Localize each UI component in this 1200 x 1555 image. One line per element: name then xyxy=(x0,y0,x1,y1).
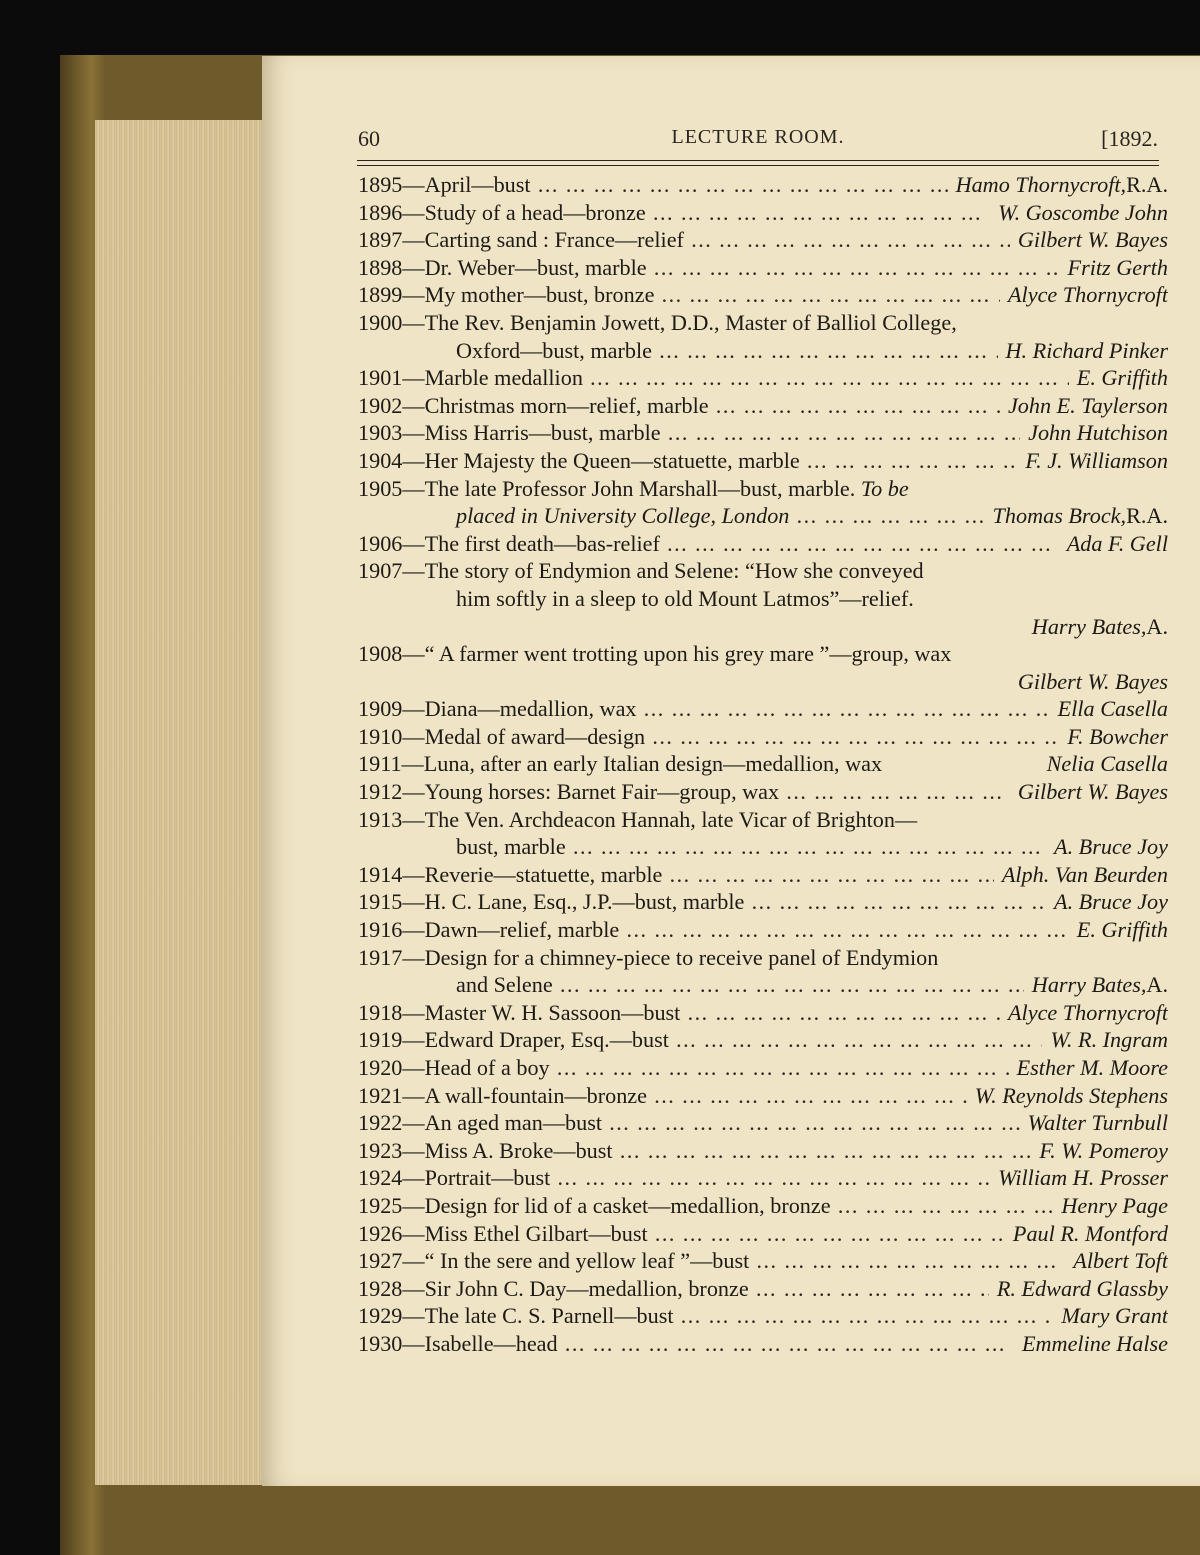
leader-dots xyxy=(566,1333,1014,1358)
entry-artist: F. W. Pomeroy xyxy=(1039,1137,1168,1163)
entry-artist: R. Edward Glassby xyxy=(996,1275,1168,1301)
entry-artist: Mary Grant xyxy=(1061,1303,1168,1329)
entry-line xyxy=(358,557,1168,585)
entry-artist: A. Bruce Joy xyxy=(1054,834,1168,860)
leader-dots xyxy=(682,1305,1054,1330)
entry-line xyxy=(358,613,1168,641)
entry-text: 1898—Dr. Weber—bust, marble xyxy=(358,254,647,280)
leader-dots xyxy=(610,1112,1020,1137)
entry-text: 1926—Miss Ethel Gilbart—bust xyxy=(358,1220,648,1246)
entry-text: 1929—The late C. S. Parnell—bust xyxy=(358,1303,674,1329)
entry-line xyxy=(358,337,1168,365)
entry-list xyxy=(358,171,1168,1358)
entry-line xyxy=(358,1137,1168,1165)
entry-text: bust, marble xyxy=(456,834,566,860)
entry-text: 1905—The late Professor John Marshall—bust, marble. To be xyxy=(358,475,909,501)
entry-text: 1915—H. C. Lane, Esq., J.P.—bust, marble xyxy=(358,889,745,915)
entry-artist: William H. Prosser xyxy=(998,1165,1168,1191)
leader-dots xyxy=(808,450,1018,475)
entry-text: 1904—Her Majesty the Queen—statuette, marble xyxy=(358,447,800,473)
entry-text: 1914—Reverie—statuette, marble xyxy=(358,861,663,887)
entry-artist: Alyce Thornycroft xyxy=(1008,282,1168,308)
entry-line xyxy=(358,944,1168,972)
entry-line xyxy=(358,888,1168,916)
leader-dots xyxy=(668,533,1059,558)
leader-dots xyxy=(787,781,1010,806)
entry-line xyxy=(358,392,1168,420)
entry-artist: A. Bruce Joy xyxy=(1054,889,1168,915)
entry-artist-suffix: A. xyxy=(1146,613,1168,639)
entry-line xyxy=(358,199,1168,227)
leader-dots xyxy=(655,1085,967,1110)
leader-dots xyxy=(561,974,1024,999)
entry-line xyxy=(358,1026,1168,1054)
entry-text: 1919—Edward Draper, Esq.—bust xyxy=(358,1027,669,1053)
entry-artist: John E. Taylerson xyxy=(1007,392,1168,418)
entry-text: 1917—Design for a chimney-piece to receive panel of Endymion xyxy=(358,944,939,970)
entry-text: 1909—Diana—medallion, wax xyxy=(358,696,637,722)
entry-line xyxy=(358,419,1168,447)
header-year: [1892. xyxy=(1101,126,1158,151)
entry-text: 1896—Study of a head—bronze xyxy=(358,199,646,225)
leader-dots xyxy=(688,1002,1000,1027)
leader-dots xyxy=(839,1195,1054,1220)
leader-dots xyxy=(677,1029,1043,1054)
entry-artist: H. Richard Pinker xyxy=(1005,337,1168,363)
leader-dots xyxy=(669,422,1021,447)
entry-line xyxy=(358,916,1168,944)
entry-line xyxy=(358,1247,1168,1275)
entry-line xyxy=(358,475,1168,503)
entry-text: 1899—My mother—bust, bronze xyxy=(358,282,655,308)
entry-text: him softly in a sleep to old Mount Latmos”—relief. xyxy=(456,585,914,611)
leader-dots xyxy=(660,340,998,365)
entry-artist: Henry Page xyxy=(1061,1192,1168,1218)
entry-text: 1927—“ In the sere and yellow leaf ”—bust xyxy=(358,1248,750,1274)
entry-artist: W. R. Ingram xyxy=(1050,1027,1168,1053)
entry-line xyxy=(358,668,1168,696)
entry-line xyxy=(358,1220,1168,1248)
leader-dots xyxy=(717,395,1000,420)
page-fore-edge xyxy=(95,120,270,1485)
leader-dots xyxy=(627,919,1069,944)
entry-artist-suffix: A. xyxy=(1146,972,1168,998)
entry-text: 1916—Dawn—relief, marble xyxy=(358,917,620,943)
entry-text: 1928—Sir John C. Day—medallion, bronze xyxy=(358,1275,749,1301)
entry-artist: Paul R. Montford xyxy=(1012,1220,1168,1246)
entry-text: 1924—Portrait—bust xyxy=(358,1165,551,1191)
entry-text: 1922—An aged man—bust xyxy=(358,1110,603,1136)
entry-text: 1906—The first death—bas-relief xyxy=(358,530,660,556)
leader-dots xyxy=(757,1250,1065,1275)
entry-text: 1925—Design for lid of a casket—medallion, bronze xyxy=(358,1192,831,1218)
leader-dots xyxy=(653,726,1059,751)
entry-line xyxy=(358,309,1168,337)
entry-artist: W. Goscombe John xyxy=(998,199,1168,225)
entry-artist-suffix: R.A. xyxy=(1126,172,1168,197)
entry-artist: Walter Turnbull xyxy=(1027,1110,1168,1136)
entry-artist: F. Bowcher xyxy=(1067,723,1168,749)
entry-text: and Selene xyxy=(456,972,553,998)
entry-artist: Gilbert W. Bayes xyxy=(1017,779,1168,805)
entry-artist: Thomas Brock, xyxy=(992,503,1127,529)
leader-dots xyxy=(539,174,948,199)
entry-line xyxy=(358,226,1168,254)
running-header xyxy=(358,126,1158,158)
entry-text: 1913—The Ven. Archdeacon Hannah, late Vicar of Brighton— xyxy=(358,806,918,832)
leader-dots xyxy=(797,505,984,530)
entry-line xyxy=(358,723,1168,751)
entry-text: 1912—Young horses: Barnet Fair—group, wax xyxy=(358,779,780,805)
entry-line xyxy=(358,1164,1168,1192)
entry-text: 1930—Isabelle—head xyxy=(358,1330,558,1356)
entry-line xyxy=(358,1275,1168,1303)
leader-dots xyxy=(670,864,993,889)
leader-dots xyxy=(752,891,1046,916)
entry-artist: Gilbert W. Bayes xyxy=(1017,668,1168,694)
entry-artist: Albert Toft xyxy=(1073,1248,1168,1274)
entry-artist: Alph. Van Beurden xyxy=(1001,861,1168,887)
entry-artist: Harry Bates, xyxy=(1031,972,1147,998)
entry-line xyxy=(358,1302,1168,1330)
entry-line xyxy=(358,171,1168,199)
entry-artist: Ella Casella xyxy=(1057,696,1168,722)
leader-dots xyxy=(558,1167,990,1192)
entry-line xyxy=(358,695,1168,723)
entry-text: Oxford—bust, marble xyxy=(456,337,652,363)
entry-line xyxy=(358,750,1168,778)
entry-text: 1903—Miss Harris—bust, marble xyxy=(358,420,661,446)
leader-dots xyxy=(591,367,1069,392)
entry-text: 1921—A wall-fountain—bronze xyxy=(358,1082,647,1108)
entry-line xyxy=(358,502,1168,530)
entry-line xyxy=(358,971,1168,999)
entry-text: placed in University College, London xyxy=(456,503,790,529)
leader-dots xyxy=(654,202,990,227)
entry-artist: Nelia Casella xyxy=(1046,751,1168,777)
entry-artist: E. Griffith xyxy=(1076,365,1168,391)
leader-dots xyxy=(574,836,1046,861)
entry-artist: Fritz Gerth xyxy=(1067,254,1168,280)
entry-text: 1902—Christmas morn—relief, marble xyxy=(358,392,709,418)
entry-italic-note: To be xyxy=(855,475,909,501)
page-title: LECTURE ROOM. xyxy=(671,126,845,148)
leader-dots xyxy=(692,229,1010,254)
entry-line xyxy=(358,861,1168,889)
entry-text: 1900—The Rev. Benjamin Jowett, D.D., Master of Balliol College, xyxy=(358,309,957,335)
entry-line xyxy=(358,1192,1168,1220)
leader-dots xyxy=(662,284,1000,309)
entry-artist: E. Griffith xyxy=(1076,917,1168,943)
entry-artist: Gilbert W. Bayes xyxy=(1017,227,1168,253)
leader-dots xyxy=(621,1140,1032,1165)
entry-artist: Alyce Thornycroft xyxy=(1008,999,1168,1025)
entry-text: 1897—Carting sand : France—relief xyxy=(358,227,684,253)
header-rule xyxy=(357,160,1159,166)
entry-line xyxy=(358,999,1168,1027)
entry-artist: Hamo Thornycroft, xyxy=(955,172,1127,197)
entry-artist: Ada F. Gell xyxy=(1066,530,1168,556)
entry-artist: John Hutchison xyxy=(1028,420,1168,446)
entry-line xyxy=(358,364,1168,392)
leader-dots xyxy=(558,1057,1009,1082)
entry-text: 1907—The story of Endymion and Selene: “How she conveyed xyxy=(358,558,924,584)
entry-text: 1908—“ A farmer went trotting upon his grey mare ”—group, wax xyxy=(358,641,952,667)
entry-artist: Emmeline Halse xyxy=(1021,1330,1168,1356)
entry-text: 1901—Marble medallion xyxy=(358,365,583,391)
entry-text: 1918—Master W. H. Sassoon—bust xyxy=(358,999,681,1025)
entry-artist: F. J. Williamson xyxy=(1025,447,1168,473)
entry-line xyxy=(358,530,1168,558)
entry-line xyxy=(358,1082,1168,1110)
leader-dots xyxy=(656,1223,1005,1248)
entry-artist: Harry Bates, xyxy=(1031,613,1147,639)
entry-line xyxy=(358,640,1168,668)
entry-text: 1895—April—bust xyxy=(358,172,531,197)
leader-dots xyxy=(645,698,1050,723)
leader-dots xyxy=(757,1278,989,1303)
entry-line xyxy=(358,447,1168,475)
entry-line xyxy=(358,778,1168,806)
entry-text: 1920—Head of a boy xyxy=(358,1055,550,1080)
entry-artist: Esther M. Moore xyxy=(1016,1055,1168,1080)
entry-line xyxy=(358,833,1168,861)
leader-dots xyxy=(655,257,1060,282)
entry-line xyxy=(358,1054,1168,1082)
entry-line xyxy=(358,281,1168,309)
entry-artist: W. Reynolds Stephens xyxy=(974,1082,1168,1108)
entry-line xyxy=(358,585,1168,613)
entry-artist-suffix: R.A. xyxy=(1126,503,1168,529)
entry-text: 1923—Miss A. Broke—bust xyxy=(358,1137,613,1163)
entry-line xyxy=(358,1330,1168,1358)
entry-line xyxy=(358,1109,1168,1137)
entry-text: 1910—Medal of award—design xyxy=(358,723,646,749)
entry-line xyxy=(358,806,1168,834)
entry-line xyxy=(358,254,1168,282)
page-number: 60 xyxy=(358,126,380,151)
entry-text: 1911—Luna, after an early Italian design—medallion, wax xyxy=(358,751,883,777)
